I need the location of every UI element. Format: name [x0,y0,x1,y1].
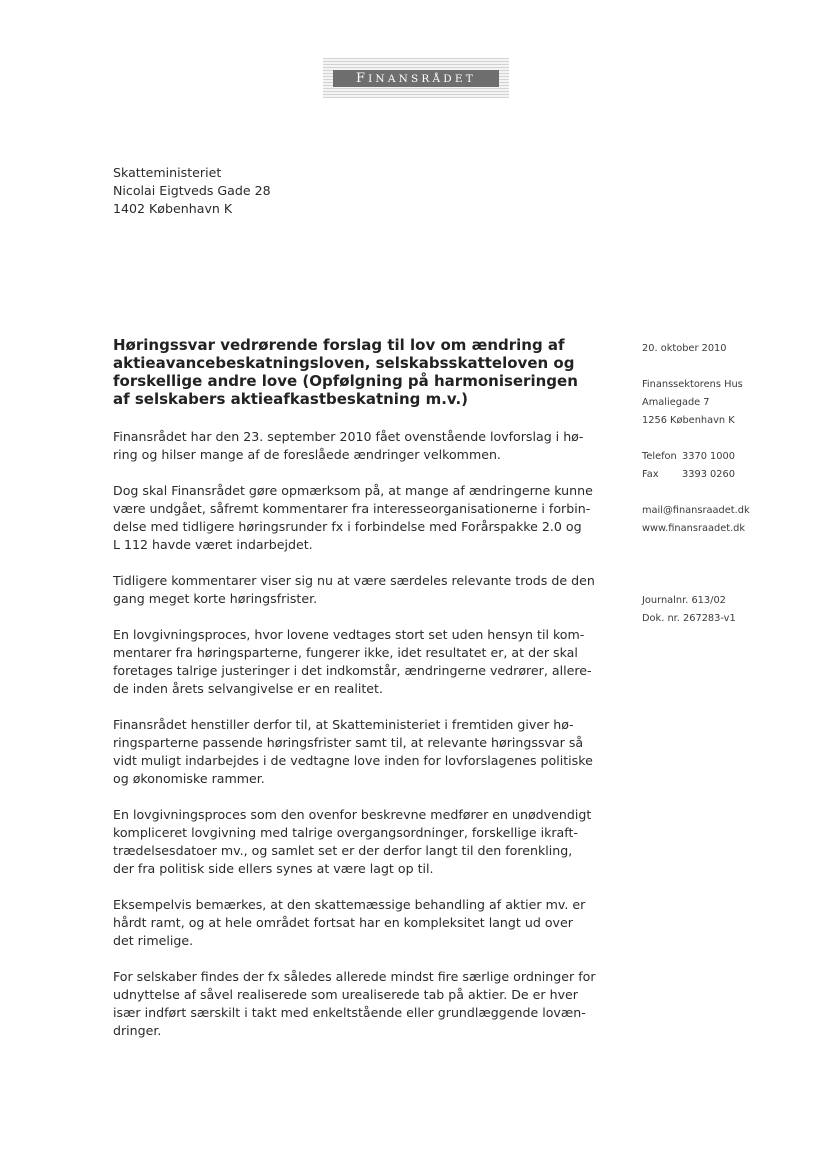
logo-band [333,70,499,87]
body-line: Finansrådet henstiller derfor til, at Skatteministeriet i fremtiden giver hø- [113,717,574,732]
sender-address-line: Amaliegade 7 [642,397,710,408]
paragraph [113,806,613,878]
logo-initial: F [356,71,369,86]
body-line: det rimelige. [113,933,194,948]
paragraph [113,482,613,554]
body-line: der fra politisk side ellers synes at være lagt op til. [113,861,434,876]
phone-row [642,448,812,466]
title-line: af selskabers aktieafkastbeskatning m.v.) [113,390,469,408]
paragraph [113,968,613,1040]
sender-sidebar [642,340,812,628]
title-line: Høringssvar vedrørende forslag til lov om ændring af [113,336,565,354]
body-line: L 112 havde været indarbejdet. [113,537,313,552]
finansraadet-logo [323,58,509,98]
logo-wordmark [333,70,499,88]
body-line: ring og hilser mange af de foreslåede ændringer velkommen. [113,447,501,462]
body-line: Tidligere kommentarer viser sig nu at være særdeles relevante trods de den [113,573,595,588]
recipient-address [113,164,271,218]
paragraph [113,626,613,698]
website: www.finansraadet.dk [642,523,746,534]
body-line: For selskaber findes der fx således allerede mindst fire særlige ordninger for [113,969,596,984]
body-line: En lovgivningsproces som den ovenfor beskrevne medfører en unødvendigt [113,807,592,822]
title-line: forskellige andre love (Opfølgning på harmoniseringen [113,372,578,390]
body-line: udnyttelse af såvel realiserede som urealiserede tab på aktier. De er hver [113,987,578,1002]
body-line: Finansrådet har den 23. september 2010 fået ovenstående lovforslag i hø- [113,429,584,444]
paragraph [113,572,613,608]
paragraph [113,428,613,464]
body-line: dringer. [113,1023,162,1038]
paragraph [113,896,613,950]
sender-address-line: 1256 København K [642,415,735,426]
letter-title [113,336,613,408]
body-line: Eksempelvis bemærkes, at den skattemæssige behandling af aktier mv. er [113,897,586,912]
body-line: hårdt ramt, og at hele området fortsat har en kompleksitet langt ud over [113,915,573,930]
sender-address-line: Finanssektorens Hus [642,379,743,390]
fax-label: Fax [642,469,659,480]
body-line: trædelsesdatoer mv., og samlet set er der derfor langt til den forenkling, [113,843,573,858]
email-address: mail@finansraadet.dk [642,505,750,516]
body-line: ringsparterne passende høringsfrister samt til, at relevante høringssvar så [113,735,584,750]
body-line: foretages talrige justeringer i det indkomstår, ændringerne vedrører, allere- [113,663,592,678]
body-line: og økonomiske rammer. [113,771,265,786]
title-line: aktieavancebeskatningsloven, selskabsskatteloven og [113,354,575,372]
letter-body [113,428,613,1058]
body-line: vidt muligt indarbejdes i de vedtagne love inden for lovforslagenes politiske [113,753,593,768]
recipient-line: Skatteministeriet [113,165,222,180]
document-number: Dok. nr. 267283-v1 [642,613,736,624]
body-line: være undgået, såfremt kommentarer fra interesseorganisationerne i forbin- [113,501,591,516]
letter-date: 20. oktober 2010 [642,343,727,354]
body-line: de inden årets selvangivelse er en realitet. [113,681,383,696]
fax-number: 3393 0260 [682,469,735,480]
body-line: især indført særskilt i takt med enkeltstående eller grundlæggende lovæn- [113,1005,586,1020]
body-line: En lovgivningsproces, hvor lovene vedtages stort set uden hensyn til kom- [113,627,585,642]
phone-label: Telefon [642,451,677,462]
paragraph [113,716,613,788]
body-line: Dog skal Finansrådet gøre opmærksom på, at mange af ændringerne kunne [113,483,593,498]
recipient-line: 1402 København K [113,201,233,216]
fax-row [642,466,812,484]
phone-number: 3370 1000 [682,451,735,462]
body-line: delse med tidligere høringsrunder fx i forbindelse med Forårspakke 2.0 og [113,519,582,534]
recipient-line: Nicolai Eigtveds Gade 28 [113,183,271,198]
body-line: mentarer fra høringsparterne, fungerer ikke, idet resultatet er, at der skal [113,645,578,660]
body-line: gang meget korte høringsfrister. [113,591,318,606]
body-line: kompliceret lovgivning med talrige overgangsordninger, forskellige ikraft- [113,825,578,840]
journal-number: Journalnr. 613/02 [642,595,726,606]
logo-rest: INANSRÅDET [368,73,476,85]
